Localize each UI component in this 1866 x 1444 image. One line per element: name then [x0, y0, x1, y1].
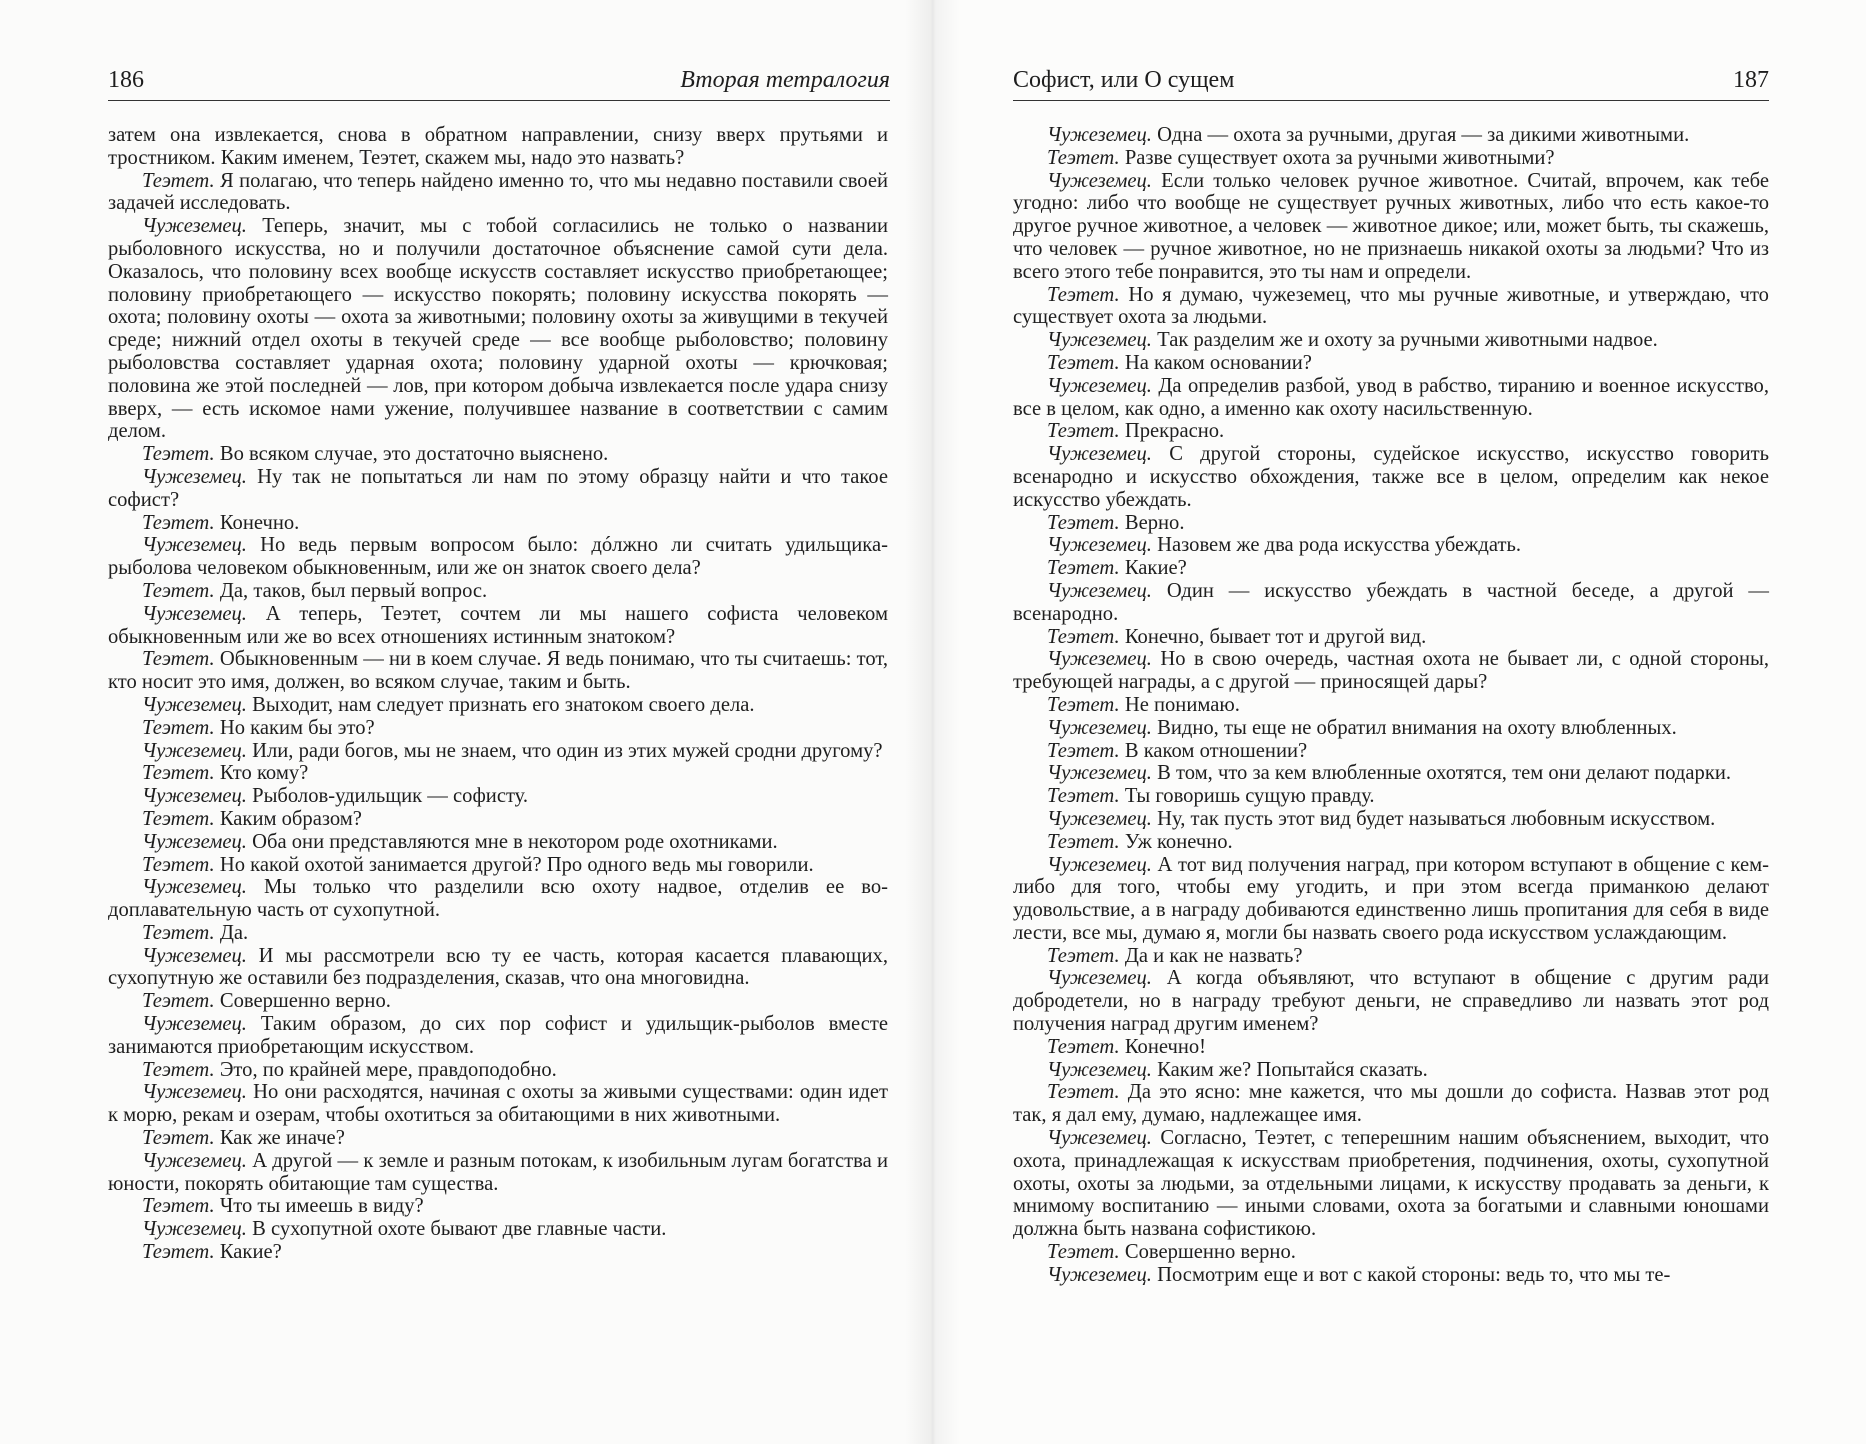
dialogue-paragraph: [108, 785, 888, 808]
dialogue-paragraph: [108, 876, 888, 922]
dialogue-paragraph: [108, 580, 888, 603]
speaker-name: Теэтет.: [1047, 283, 1120, 306]
speaker-name: Чужеземец.: [142, 830, 247, 853]
speaker-name: Теэтет.: [142, 1241, 215, 1264]
dialogue-paragraph: [1013, 352, 1769, 375]
speech-text: Ну, так пусть этот вид будет называться любовным искусством.: [1157, 807, 1716, 830]
dialogue-paragraph: [1013, 694, 1769, 717]
speaker-name: Теэтет.: [142, 762, 215, 785]
dialogue-paragraph: [1013, 147, 1769, 170]
dialogue-paragraph: [108, 1241, 888, 1264]
dialogue-paragraph: [1013, 375, 1769, 421]
dialogue-paragraph: [108, 648, 888, 694]
speech-text: Я полагаю, что теперь найдено именно то, что мы недавно поставили своей задачей исследовать.: [108, 169, 888, 215]
speaker-name: Чужеземец.: [1047, 762, 1152, 785]
speaker-name: Теэтет.: [1047, 511, 1120, 534]
dialogue-paragraph: [108, 831, 888, 854]
speaker-name: Чужеземец.: [1047, 124, 1152, 146]
speaker-name: Чужеземец.: [142, 465, 247, 488]
speech-text: Каким же? Попытайся сказать.: [1157, 1058, 1428, 1081]
speaker-name: Теэтет.: [1047, 146, 1120, 169]
dialogue-paragraph: [1013, 1036, 1769, 1059]
speech-text: В том, что за кем влюбленные охотятся, тем они делают подарки.: [1157, 762, 1732, 785]
speaker-name: Чужеземец.: [1047, 579, 1152, 602]
dialogue-paragraph: [108, 854, 888, 877]
dialogue-paragraph: [1013, 329, 1769, 352]
speech-text: В каком отношении?: [1124, 739, 1308, 762]
speaker-name: Чужеземец.: [1047, 1127, 1152, 1150]
speech-text: Кто кому?: [219, 762, 309, 785]
speech-text: Назовем же два рода искусства убеждать.: [1157, 534, 1522, 557]
speaker-name: Чужеземец.: [142, 944, 247, 967]
speaker-name: Теэтет.: [1047, 351, 1120, 374]
speaker-name: Теэтет.: [142, 511, 215, 534]
dialogue-paragraph: [1013, 1241, 1769, 1264]
speech-text: Совершенно верно.: [219, 990, 391, 1013]
speaker-name: Чужеземец.: [142, 1081, 247, 1104]
dialogue-paragraph: [108, 443, 888, 466]
speaker-name: Чужеземец.: [142, 1013, 247, 1036]
dialogue-paragraph: [1013, 284, 1769, 330]
speaker-name: Теэтет.: [1047, 625, 1120, 648]
speech-text: Конечно.: [219, 511, 300, 534]
speaker-name: Теэтет.: [1047, 693, 1120, 716]
speaker-name: Теэтет.: [142, 990, 215, 1013]
speaker-name: Чужеземец.: [1047, 374, 1152, 397]
speaker-name: Чужеземец.: [1047, 967, 1152, 990]
speech-text: Теперь, значит, мы с тобой согласились не только о названии рыболовного искусства, но и получили достаточное объяснение самой сути дела. Оказалось, что половину всех вообще искусств составляет искусство приобретающее; половину приобретающего — искусство покорять; половину искусства покорять — охота; половину охоты — охота за животными; половину охоты за живущими в текучей среде; нижний отдел охоты в текучей среде — все вообще рыболовство; половину рыболовства составляет ударная охота; половину ударной охоты — крючковая; половина же этой последней — лов, при котором добыча извлекается после удара снизу вверх, — есть искомое нами ужение, получившее название в соответствии с самим делом.: [108, 215, 888, 443]
speaker-name: Чужеземец.: [142, 602, 247, 625]
speaker-name: Теэтет.: [142, 1127, 215, 1150]
speaker-name: Чужеземец.: [142, 534, 247, 557]
speech-text: Таким образом, до сих пор софист и удильщик-рыболов вместе занимаются приобретающим искусством.: [108, 1013, 888, 1058]
right-body-text: [1013, 124, 1769, 1287]
dialogue-paragraph: [108, 466, 888, 512]
dialogue-paragraph: [1013, 534, 1769, 557]
right-header-rule: [1013, 100, 1769, 101]
speaker-name: Теэтет.: [142, 853, 215, 876]
speech-text: А теперь, Теэтет, сочтем ли мы нашего софиста человеком обыкновенным или же во всех отношениях истинным знатоком?: [108, 602, 888, 648]
dialogue-paragraph: [108, 694, 888, 717]
speech-text: Обыкновенным — ни в коем случае. Я ведь понимаю, что ты считаешь: тот, кто носит это имя, должен, во всяком случае, таким и быть.: [108, 648, 888, 694]
speech-text: Выходит, нам следует признать его знатоком своего дела.: [252, 693, 755, 716]
speech-text: Но в свою очередь, частная охота не бывает ли, с одной стороны, требующей награды, а с другой — приносящей дары?: [1013, 648, 1769, 694]
left-body-text: [108, 124, 888, 1264]
speaker-name: Чужеземец.: [1047, 853, 1152, 876]
speech-text: И мы рассмотрели всю ту ее часть, которая касается плавающих, сухопутную же оставили без подразделения, сказав, что она многовидна.: [108, 944, 888, 990]
right-running-title: Софист, или О сущем: [1013, 67, 1235, 93]
speech-text: Уж конечно.: [1124, 830, 1233, 853]
dialogue-paragraph: [108, 534, 888, 580]
speech-text: Посмотрим еще и вот с какой стороны: ведь то, что мы те-: [1157, 1263, 1671, 1286]
speech-text: Мы только что разделили всю охоту надвое, отделив ее водоплавательную часть от сухопутной.: [108, 876, 888, 922]
speech-text: Конечно!: [1124, 1035, 1207, 1058]
speech-text: Ты говоришь сущую правду.: [1124, 785, 1375, 808]
right-page-number: 187: [1733, 67, 1769, 93]
dialogue-paragraph: [1013, 170, 1769, 284]
speech-text: затем она извлекается, снова в обратном направлении, снизу вверх прутьями и тростником. Каким именем, Теэтет, скажем мы, надо это назвать?: [108, 124, 888, 169]
speech-text: Что ты имеешь в виду?: [219, 1195, 424, 1218]
speech-text: Прекрасно.: [1124, 420, 1225, 443]
speech-text: Не понимаю.: [1124, 693, 1240, 716]
left-running-head: [108, 64, 890, 96]
dialogue-paragraph: [1013, 717, 1769, 740]
dialogue-paragraph: [1013, 580, 1769, 626]
dialogue-paragraph: [108, 124, 888, 170]
dialogue-paragraph: [108, 170, 888, 216]
right-running-head: [1013, 64, 1769, 96]
dialogue-paragraph: [1013, 831, 1769, 854]
speech-text: Или, ради богов, мы не знаем, что один из этих мужей сродни другому?: [252, 739, 883, 762]
dialogue-paragraph: [1013, 967, 1769, 1035]
speech-text: А другой — к земле и разным потокам, к изобильным лугам богатства и юности, покорять обитающие там существа.: [108, 1149, 888, 1195]
speech-text: А когда объявляют, что вступают в общение с другим ради добродетели, но в награду требуют деньги, не справедливо ли назвать этот род получения наград другим именем?: [1013, 967, 1770, 1036]
speech-text: Каким образом?: [219, 807, 362, 830]
speaker-name: Теэтет.: [1047, 739, 1120, 762]
speech-text: С другой стороны, судейское искусство, искусство говорить всенародно и искусство обхождения, также все в целом, определим как некое искусство убеждать.: [1013, 443, 1770, 511]
dialogue-paragraph: [108, 990, 888, 1013]
speech-text: Разве существует охота за ручными животными?: [1124, 146, 1555, 169]
speaker-name: Чужеземец.: [142, 693, 247, 716]
speaker-name: Теэтет.: [142, 921, 215, 944]
speaker-name: Теэтет.: [1047, 1081, 1120, 1104]
speech-text: В сухопутной охоте бывают две главные части.: [252, 1218, 667, 1241]
speaker-name: Чужеземец.: [142, 739, 247, 762]
speech-text: Какие?: [219, 1241, 282, 1264]
dialogue-paragraph: [108, 922, 888, 945]
speaker-name: Теэтет.: [1047, 1241, 1120, 1264]
speaker-name: Теэтет.: [142, 579, 215, 602]
speech-text: Как же иначе?: [219, 1127, 345, 1150]
speech-text: Согласно, Теэтет, с теперешним нашим объяснением, выходит, что охота, принадлежащая к искусствам приобретения, подчинения, охоты, сухопутной охоты, охоты за людьми, за отдельными лицами, к искусству продавать за деньги, к мнимому воспитанию — иными словами, охота за богатыми и славными юношами должна быть названа софистикою.: [1013, 1127, 1769, 1241]
dialogue-paragraph: [108, 808, 888, 831]
dialogue-paragraph: [1013, 557, 1769, 580]
dialogue-paragraph: [1013, 740, 1769, 763]
dialogue-paragraph: [108, 1195, 888, 1218]
speech-text: Но каким бы это?: [219, 716, 375, 739]
speaker-name: Теэтет.: [142, 716, 215, 739]
speaker-name: Чужеземец.: [1047, 1263, 1152, 1286]
speech-text: Ну так не попытаться ли нам по этому образцу найти и что такое софист?: [108, 465, 888, 511]
speech-text: Но какой охотой занимается другой? Про одного ведь мы говорили.: [219, 853, 814, 876]
speaker-name: Чужеземец.: [1047, 807, 1152, 830]
speech-text: Во всяком случае, это достаточно выяснено.: [219, 443, 609, 466]
dialogue-paragraph: [108, 1150, 888, 1196]
left-page-number: 186: [108, 67, 144, 93]
speech-text: Рыболов-удильщик — софисту.: [252, 785, 529, 808]
dialogue-paragraph: [1013, 1264, 1769, 1287]
dialogue-paragraph: [108, 1081, 888, 1127]
speaker-name: Теэтет.: [1047, 557, 1120, 580]
dialogue-paragraph: [108, 1059, 888, 1082]
speaker-name: Чужеземец.: [1047, 1058, 1152, 1081]
speech-text: На каком основании?: [1124, 351, 1312, 374]
speaker-name: Теэтет.: [142, 648, 215, 671]
dialogue-paragraph: [1013, 124, 1769, 147]
speech-text: Да.: [219, 921, 249, 944]
dialogue-paragraph: [1013, 648, 1769, 694]
speaker-name: Чужеземец.: [1047, 443, 1152, 466]
speaker-name: Чужеземец.: [1047, 648, 1152, 671]
speech-text: Но я думаю, чужеземец, что мы ручные животные, и утверждаю, что существует охота за людьми.: [1013, 283, 1769, 329]
dialogue-paragraph: [1013, 420, 1769, 443]
speech-text: Да, таков, был первый вопрос.: [219, 579, 488, 602]
speaker-name: Теэтет.: [142, 1058, 215, 1081]
speaker-name: Чужеземец.: [142, 1218, 247, 1241]
dialogue-paragraph: [1013, 854, 1769, 945]
dialogue-paragraph: [1013, 626, 1769, 649]
left-header-rule: [108, 100, 890, 101]
speech-text: А тот вид получения наград, при котором вступают в общение с кем-либо для того, чтобы ему угодить, и при этом всегда приманкою делают удовольствие, а в награду добиваются единственно лишь пропитания для себя в виде лести, все мы, думаю я, могли бы назвать своего рода искусством услаждающим.: [1013, 853, 1769, 944]
dialogue-paragraph: [108, 603, 888, 649]
speaker-name: Теэтет.: [142, 443, 215, 466]
dialogue-paragraph: [108, 945, 888, 991]
dialogue-paragraph: [108, 1013, 888, 1059]
speech-text: Конечно, бывает тот и другой вид.: [1124, 625, 1427, 648]
dialogue-paragraph: [1013, 808, 1769, 831]
speech-text: Да определив разбой, увод в рабство, тиранию и военное искусство, все в целом, как одно, а именно как охоту насильственную.: [1013, 374, 1770, 420]
dialogue-paragraph: [108, 215, 888, 443]
speaker-name: Теэтет.: [142, 169, 215, 192]
speech-text: Один — искусство убеждать в частной беседе, а другой — всенародно.: [1013, 579, 1769, 625]
dialogue-paragraph: [1013, 785, 1769, 808]
speaker-name: Чужеземец.: [142, 785, 247, 808]
speech-text: Но они расходятся, начиная с охоты за живыми существами: один идет к морю, рекам и озерам, чтобы охотиться за обитающими в них животными.: [108, 1081, 888, 1127]
dialogue-paragraph: [108, 762, 888, 785]
speech-text: Верно.: [1124, 511, 1185, 534]
dialogue-paragraph: [1013, 443, 1769, 511]
right-page: [933, 0, 1866, 1444]
speech-text: Да это ясно: мне кажется, что мы дошли до софиста. Назвав этот род так, я дал ему, думаю, надлежащее имя.: [1013, 1081, 1769, 1127]
speaker-name: Теэтет.: [1047, 785, 1120, 808]
speech-text: Да и как не назвать?: [1124, 944, 1303, 967]
speaker-name: Теэтет.: [142, 1195, 215, 1218]
speech-text: Но ведь первым вопросом было: дóлжно ли считать удильщика-рыболова человеком обыкновенным, или же он знаток своего дела?: [108, 534, 888, 580]
speech-text: Так разделим же и охоту за ручными животными надвое.: [1157, 329, 1658, 352]
speech-text: Если только человек ручное животное. Считай, впрочем, как тебе угодно: либо что вообще не существует ручных животных, либо что есть какое-то другое ручное животное, а человек — животное дикое; или, может быть, ты скажешь, что человек — ручное животное, но не признаешь никакой охоты за людьми? Что из всего этого тебе понравится, это ты нам и определи.: [1013, 169, 1769, 283]
speaker-name: Чужеземец.: [142, 1149, 247, 1172]
speech-text: Совершенно верно.: [1124, 1241, 1296, 1264]
dialogue-paragraph: [1013, 512, 1769, 535]
dialogue-paragraph: [108, 740, 888, 763]
dialogue-paragraph: [108, 1218, 888, 1241]
speech-text: Оба они представляются мне в некотором роде охотниками.: [252, 830, 778, 853]
speaker-name: Чужеземец.: [1047, 716, 1152, 739]
left-running-title: Вторая тетралогия: [680, 67, 890, 93]
speech-text: Одна — охота за ручными, другая — за дикими животными.: [1157, 124, 1690, 146]
speaker-name: Чужеземец.: [142, 876, 247, 899]
dialogue-paragraph: [1013, 1059, 1769, 1082]
speaker-name: Чужеземец.: [142, 215, 247, 238]
dialogue-paragraph: [108, 717, 888, 740]
speech-text: Какие?: [1124, 557, 1187, 580]
speech-text: Это, по крайней мере, правдоподобно.: [219, 1058, 557, 1081]
speaker-name: Теэтет.: [1047, 420, 1120, 443]
dialogue-paragraph: [1013, 762, 1769, 785]
speech-text: Видно, ты еще не обратил внимания на охоту влюбленных.: [1157, 716, 1677, 739]
dialogue-paragraph: [1013, 1081, 1769, 1127]
speaker-name: Теэтет.: [1047, 830, 1120, 853]
speaker-name: Теэтет.: [142, 807, 215, 830]
dialogue-paragraph: [108, 1127, 888, 1150]
speaker-name: Теэтет.: [1047, 1035, 1120, 1058]
speaker-name: Чужеземец.: [1047, 534, 1152, 557]
speaker-name: Чужеземец.: [1047, 169, 1152, 192]
speaker-name: Теэтет.: [1047, 944, 1120, 967]
dialogue-paragraph: [108, 512, 888, 535]
speaker-name: Чужеземец.: [1047, 329, 1152, 352]
dialogue-paragraph: [1013, 1127, 1769, 1241]
dialogue-paragraph: [1013, 945, 1769, 968]
